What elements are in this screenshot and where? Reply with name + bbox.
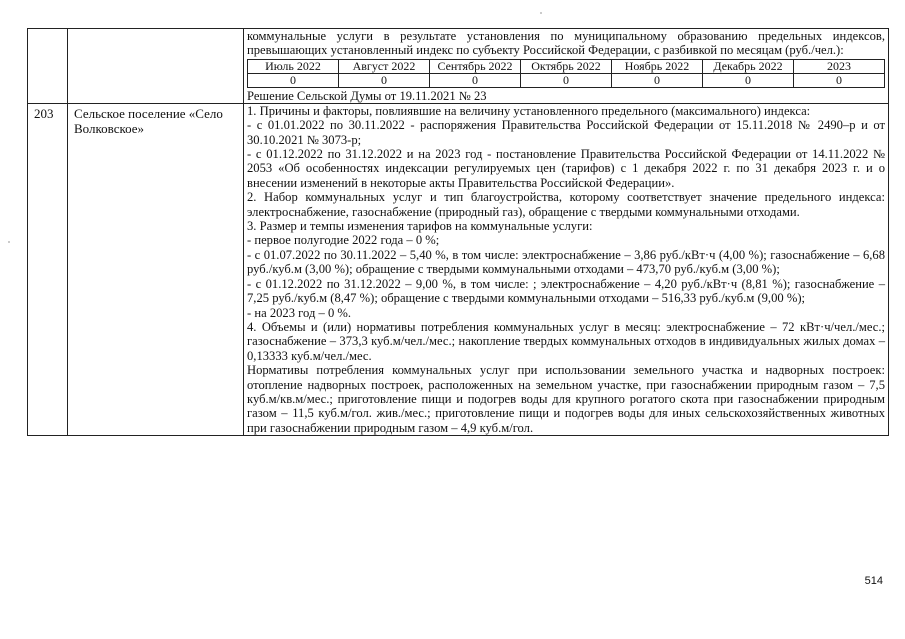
intro-text: коммунальные услуги в результате установления по муниципальному образованию предельных индексов, превышающих установленный индекс по субъекту Российской Федерации, с разбивкой по месяцам (руб./чел.): <box>247 29 885 58</box>
month-value: 0 <box>339 73 430 87</box>
table-row <box>28 103 889 435</box>
paragraph: - на 2023 год – 0 %. <box>247 305 352 320</box>
month-value: 0 <box>703 73 794 87</box>
month-value: 0 <box>248 73 339 87</box>
monthly-table <box>247 59 885 88</box>
paragraph: - с 01.01.2022 по 30.11.2022 - распоряжения Правительства Российской Федерации от 15.11.2018 № 2490–р и от 30.10.2021 № 3073-р; <box>247 118 885 147</box>
paragraph: - с 01.07.2022 по 30.11.2022 – 5,40 %, в том числе: электроснабжение – 3,86 руб./кВт·ч (4,00 %); газоснабжение – 6,68 руб./куб.м (3,00 %); обращение с твердыми коммунальными отходами – 473,70 руб./куб.м (3,00 %); <box>247 247 885 277</box>
page-number: 514 <box>864 575 883 587</box>
table-row <box>28 29 889 104</box>
month-header: Сентябрь 2022 <box>430 59 521 73</box>
paragraph: 2. Набор коммунальных услуг и тип благоустройства, которому соответствует значение предельного индекса: электроснабжение, газоснабжение (природный газ), обращение с твердыми коммунальными отходами. <box>247 190 885 219</box>
month-header: 2023 <box>794 59 885 73</box>
number-cell-empty <box>28 29 68 104</box>
month-value: 0 <box>794 73 885 87</box>
decision-text: Решение Сельской Думы от 19.11.2021 № 23 <box>247 88 487 103</box>
paragraph: - первое полугодие 2022 года – 0 %; <box>247 233 440 248</box>
scan-speck <box>8 241 10 243</box>
months-values-row <box>248 73 885 87</box>
paragraph: Нормативы потребления коммунальных услуг при использовании земельного участка и надворных построек: отопление надворных построек, расположенных на земельном участке, при газоснабжении природным газом – 7,5 куб.м/кв.м/мес.; приготовление пищи и подогрев воды для крупного рогатого скота при газоснабжении природным газом – 11,5 куб.м/гол. жив./мес.; приготовление пищи и подогрев воды для иных сельскохозяйственных животных при газоснабжении природным газом – 4,9 куб.м/гол. <box>247 363 885 435</box>
settlement-name: Сельское поселение «Село Волковское» <box>68 103 244 435</box>
paragraph: 1. Причины и факторы, повлиявшие на величину установленного предельного (максимального) индекса: <box>247 103 811 118</box>
month-value: 0 <box>521 73 612 87</box>
paragraph: - с 01.12.2022 по 31.12.2022 и на 2023 год - постановление Правительства Российской Федерации от 14.11.2022 № 2053 «Об особенностях индексации регулируемых цен (тарифов) с 1 декабря 2022 г. по 31 декабря 2023 г. и о внесении изменений в некоторые акты Правительства Российской Федерации». <box>247 147 885 190</box>
paragraph: - с 01.12.2022 по 31.12.2022 – 9,00 %, в том числе: ; электроснабжение – 4,20 руб./кВт·ч (8,81 %); газоснабжение – 7,25 руб./куб.м (8,47 %); обращение с твердыми коммунальными отходами – 516,33 руб./куб.м (9,00 %); <box>247 276 885 306</box>
month-value: 0 <box>430 73 521 87</box>
month-header: Декабрь 2022 <box>703 59 794 73</box>
months-header-row <box>248 59 885 73</box>
content-cell <box>244 103 889 435</box>
month-header: Октябрь 2022 <box>521 59 612 73</box>
content-cell <box>244 29 889 104</box>
document-table <box>27 28 889 436</box>
name-cell-empty <box>68 29 244 104</box>
row-number: 203 <box>28 103 68 435</box>
month-value: 0 <box>612 73 703 87</box>
month-header: Июль 2022 <box>248 59 339 73</box>
paragraph: 3. Размер и темпы изменения тарифов на коммунальные услуги: <box>247 219 593 234</box>
paragraph: 4. Объемы и (или) нормативы потребления коммунальных услуг в месяц: электроснабжение – 72 кВт·ч/чел./мес.; газоснабжение – 373,3 куб.м/чел./мес.; накопление твердых коммунальных отходов в индивидуальных жилых домах – 0,13333 куб.м/чел./мес. <box>247 319 885 363</box>
month-header: Август 2022 <box>339 59 430 73</box>
month-header: Ноябрь 2022 <box>612 59 703 73</box>
scan-speck <box>540 12 542 14</box>
